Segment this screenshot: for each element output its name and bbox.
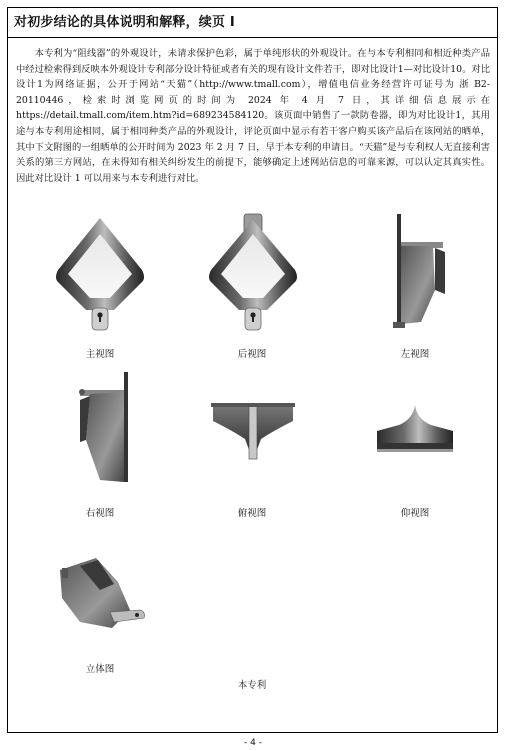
left-view-image <box>345 212 485 337</box>
section-title: 对初步结论的具体说明和解释，续页 I <box>8 8 497 38</box>
page-number: - 4 - <box>244 738 262 748</box>
caption-bottom-view: 仰视图 <box>400 508 430 519</box>
caption-rear-view: 后视图 <box>237 349 267 360</box>
caption-perspective-view: 立体图 <box>85 664 115 675</box>
bottom-view-image <box>345 395 485 475</box>
figure-caption: 本专利 <box>237 680 267 691</box>
rear-view-image <box>183 210 323 338</box>
caption-top-view: 俯视图 <box>237 508 267 519</box>
caption-left-view: 左视图 <box>400 349 430 360</box>
right-view-image <box>30 370 170 495</box>
front-view-image <box>30 212 170 337</box>
top-view-image <box>183 395 323 475</box>
body-paragraph: 本专利为“阻线器”的外观设计，未请求保护色彩，属于单纯形状的外观设计。在与本专利相同和相近种类产品中经过检索得到反映本外观设计专利部分设计特征或者有关的现有设计文件若干，即对比设计1—对比设计10。对比设计1为网络证据，公开于网站“天猫”（http://www.tmall.com），增值电信业务经营许可证号为 浙 B2-20110446，检索时浏览网页的时间为 2024 年 4 月 7 日，其详细信息展示在 https://detail.tmall.com/item.htm?id=689234584120。该页面中销售了一款防卷器，即为对比设计1，其用途与本专利用途相同，属于相同种类产品的外观设计，评论页面中显示有若干客户购买该产品后在该网站的晒单，其中下文附图的一组晒单的公开时间为 2023 年 2 月 7 日，早于本专利的申请日。“天猫”是与专利权人无直接利害关系的第三方网站，在未得知有相关纠纷发生的前提下，能够确定上述网站信息的可靠来源，可以认定其真实性。因此对比设计 1 可以用来与本专利进行对比。 <box>16 48 490 184</box>
perspective-view-image <box>30 540 170 650</box>
caption-right-view: 右视图 <box>85 508 115 519</box>
caption-front-view: 主视图 <box>85 349 115 360</box>
